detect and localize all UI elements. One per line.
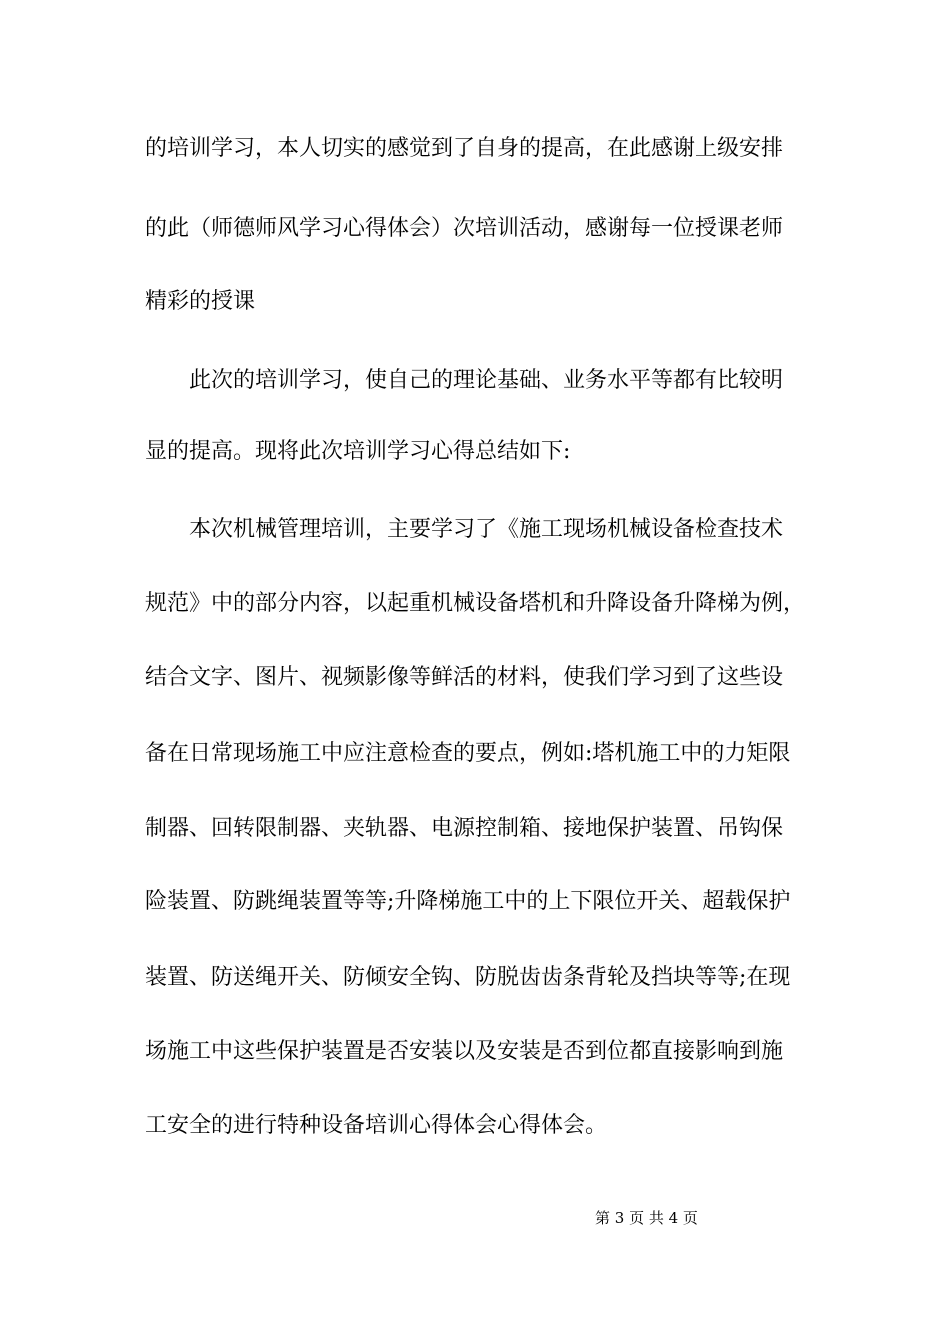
text-line: 险装置、防跳绳装置等等;升降梯施工中的上下限位开关、超载保护 bbox=[145, 889, 791, 914]
text-line: 装置、防送绳开关、防倾安全钩、防脱齿齿条背轮及挡块等等;在现 bbox=[145, 965, 791, 990]
text-line: 备在日常现场施工中应注意检查的要点，例如:塔机施工中的力矩限 bbox=[145, 741, 791, 766]
paragraph-first-line: 此次的培训学习，使自己的理论基础、业务水平等都有比较明 bbox=[189, 368, 784, 393]
text-line: 工安全的进行特种设备培训心得体会心得体会。 bbox=[145, 1113, 608, 1138]
text-line: 结合文字、图片、视频影像等鲜活的材料，使我们学习到了这些设 bbox=[145, 665, 784, 690]
page-number: 第 3 页 共 4 页 bbox=[595, 1209, 698, 1227]
text-line: 的此（师德师风学习心得体会）次培训活动，感谢每一位授课老师 bbox=[145, 216, 784, 241]
text-line: 显的提高。现将此次培训学习心得总结如下: bbox=[145, 439, 571, 464]
text-line: 场施工中这些保护装置是否安装以及安装是否到位都直接影响到施 bbox=[145, 1039, 784, 1064]
text-line: 制器、回转限制器、夹轨器、电源控制箱、接地保护装置、吊钩保 bbox=[145, 816, 784, 841]
text-line: 规范》中的部分内容，以起重机械设备塔机和升降设备升降梯为例， bbox=[145, 591, 806, 616]
text-line: 的培训学习，本人切实的感觉到了自身的提高，在此感谢上级安排 bbox=[145, 136, 784, 161]
text-line: 精彩的授课 bbox=[145, 289, 256, 314]
paragraph-first-line: 本次机械管理培训，主要学习了《施工现场机械设备检查技术 bbox=[189, 517, 784, 542]
